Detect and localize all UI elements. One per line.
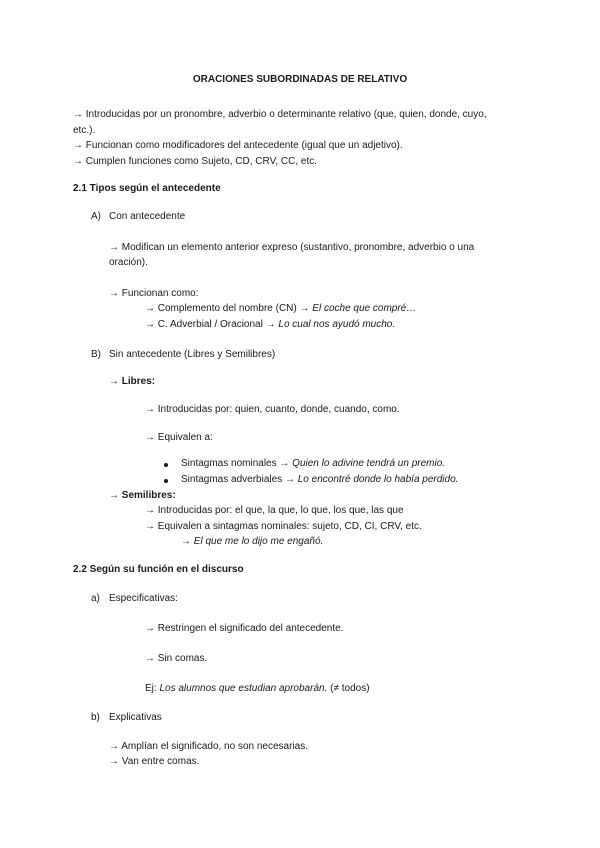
function-cadv-text: → C. Adverbial / Oracional → (145, 319, 276, 330)
sin-antecedente-label: Sin antecedente (Libres y Semilibres) (109, 349, 276, 360)
bullet-icon (164, 479, 168, 483)
especificativas-line-2: → Sin comas. (145, 653, 208, 664)
especificativas-label: Especificativas: (109, 593, 178, 604)
list-marker-a-lower: a) (91, 593, 100, 604)
intro-line-4: → Cumplen funciones como Sujeto, CD, CRV, CC, etc. (73, 156, 317, 167)
semilibres-label: Semilibres: (121, 490, 176, 501)
especificativas-line-1: → Restringen el significado del antecedente. (145, 623, 344, 634)
semilibres-introducidas: → Introducidas por: el que, la que, lo que, los que, las que (145, 505, 404, 516)
explicativas-label: Explicativas (109, 712, 162, 723)
libres-introducidas: → Introducidas por: quien, cuanto, donde, cuando, como. (145, 404, 400, 415)
page-title: ORACIONES SUBORDINADAS DE RELATIVO (192, 74, 408, 85)
explicativas-line-1: → Amplían el significado, no son necesarias. (109, 741, 308, 752)
function-cadv-example: Lo cual nos ayudó mucho. (278, 319, 396, 330)
explicativas-line-2: → Van entre comas. (109, 756, 200, 767)
libres-arrow: → (109, 376, 119, 387)
bullet-item-nominales-text: Sintagmas nominales → (181, 458, 290, 469)
libres-heading (109, 375, 155, 388)
example-note: (≠ todos) (330, 683, 370, 694)
bullet-item-nominales (181, 457, 445, 470)
example-label: Ej: (145, 683, 157, 694)
list-marker-b: B) (91, 349, 101, 360)
example-text: Los alumnos que estudian aprobarán. (159, 683, 328, 694)
con-antecedente-label: Con antecedente (109, 211, 186, 222)
bullet-item-adverbiales-text: Sintagmas adverbiales → (181, 474, 295, 485)
function-cn-example: El coche que compré… (312, 303, 417, 314)
section-heading-2-2: 2.2 Según su función en el discurso (73, 564, 244, 575)
bullet-item-nominales-example: Quien lo adivine tendrá un premio. (292, 458, 446, 469)
intro-line-2: etc.). (73, 125, 96, 136)
function-cadv (145, 318, 395, 331)
con-antecedente-desc-1: → Modifican un elemento anterior expreso (sustantivo, pronombre, adverbio o una (109, 242, 475, 253)
semilibres-example (181, 535, 323, 548)
bullet-item-adverbiales-example: Lo encontré donde lo había perdido. (297, 474, 459, 485)
libres-label: Libres: (121, 376, 156, 387)
intro-line-3: → Funcionan como modificadores del antecedente (igual que un adjetivo). (73, 140, 403, 151)
semilibres-example-arrow: → (181, 536, 191, 547)
semilibres-example-text: El que me lo dijo me engañó. (193, 536, 324, 547)
function-cn-text: → Complemento del nombre (CN) → (145, 303, 310, 314)
semilibres-equivalen: → Equivalen a sintagmas nominales: sujeto, CD, CI, CRV, etc. (145, 521, 422, 532)
list-marker-a: A) (91, 211, 101, 222)
intro-line-1: → Introducidas por un pronombre, adverbio o determinante relativo (que, quien, donde, cuyo, (73, 109, 487, 120)
semilibres-arrow: → (109, 490, 119, 501)
function-cn (145, 302, 416, 315)
bullet-item-adverbiales (181, 473, 458, 486)
especificativas-example (145, 682, 370, 695)
con-antecedente-desc-2: oración). (109, 257, 148, 268)
section-heading-2-1: 2.1 Tipos según el antecedente (73, 183, 221, 194)
libres-equivalen: → Equivalen a: (145, 432, 213, 443)
semilibres-heading (109, 489, 176, 502)
list-marker-b-lower: b) (91, 712, 100, 723)
funcionan-como-label: → Funcionan como: (109, 288, 199, 299)
bullet-icon (164, 463, 168, 467)
